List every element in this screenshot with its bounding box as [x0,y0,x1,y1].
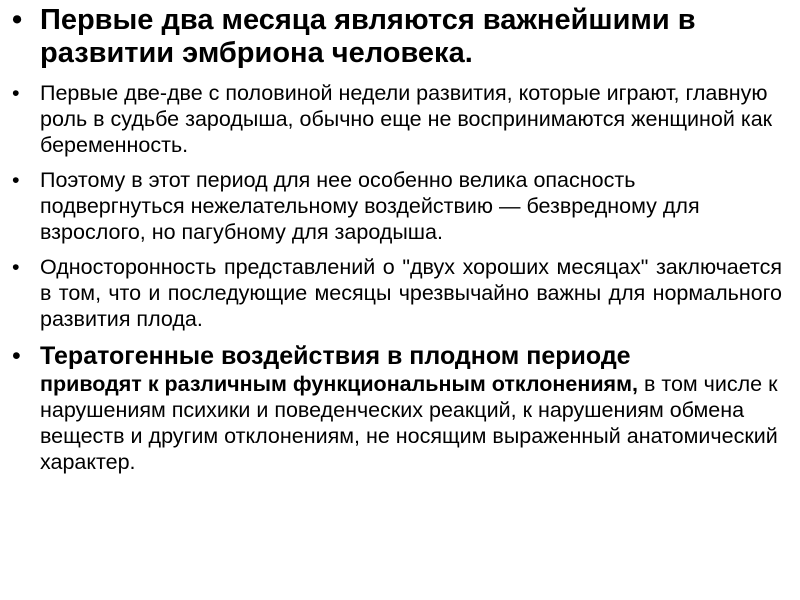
point-2-text: Поэтому в этот период для нее особенно велика опасность подвергнуться нежелательному воздействию — безвредному для взрослого, но пагубному для зародыша. [40,168,700,244]
bullet-dot: • [12,342,21,370]
slide-title: Первые два месяца являются важнейшими в развитии эмбриона человека. [40,4,696,69]
bullet-dot: • [12,4,23,36]
title-bullet [8,4,782,70]
point-4-rest: в том числе к нарушениям психики и поведенческих реакций, к нарушениям обмена веществ и другим отклонениям, не носящим выраженный анатомический характер. [40,372,778,474]
bullet-dot: • [12,168,20,192]
bullet-dot: • [12,255,20,279]
point-4 [8,341,782,475]
point-2 [8,167,782,245]
bullet-dot: • [12,81,20,105]
point-4-bold-lead: Тератогенные воздействия в плодном периоде [40,342,631,370]
bullet-list [8,4,782,475]
point-1-text: Первые две-две с половиной недели развития, которые играют, главную роль в судьбе зародыша, обычно еще не воспринимаются женщиной как беременность. [40,81,773,157]
point-4-bold-cont: приводят к различным функциональным отклонениям, [40,372,638,396]
point-3-text: Односторонность представлений о "двух хороших месяцах" заключается в том, что и последующие месяцы чрезвычайно важны для нормального развития плода. [40,255,782,331]
point-1 [8,80,782,158]
point-3 [8,254,782,332]
